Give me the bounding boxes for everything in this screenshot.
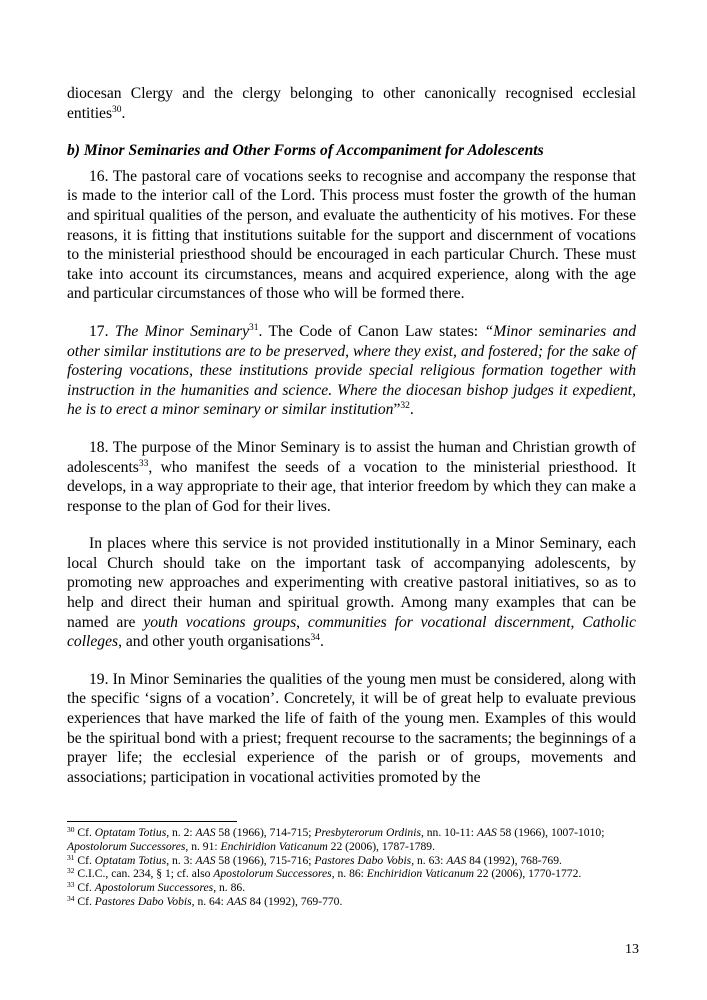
separator: ,: [296, 613, 308, 631]
footnote-31: [67, 854, 642, 868]
places-end: .: [320, 633, 324, 651]
main-text: [67, 84, 636, 787]
fn-title: AAS: [195, 826, 216, 839]
paragraph-places: [67, 534, 636, 652]
fn-text: 84 (1992), 768-769.: [466, 853, 562, 867]
fn-title: Pastores Dabo Vobis: [94, 894, 192, 908]
fn-text: 22 (2006), 1770-1772.: [474, 867, 582, 881]
para17-title: The Minor Seminary: [114, 322, 249, 340]
fn-title: Apostolorum Successores: [213, 867, 332, 881]
fn-text: , n. 86:: [331, 867, 367, 881]
fn-title: AAS: [195, 853, 216, 867]
fn-text: Cf.: [74, 826, 95, 839]
footnote-number: 32: [67, 866, 75, 876]
footnote-number: 33: [67, 880, 75, 890]
fn-text: Cf.: [74, 894, 95, 908]
footnote-32: [67, 867, 642, 881]
footnote-number: 30: [67, 825, 75, 834]
fn-text: nn. 10-11:: [423, 826, 477, 839]
intro-text: diocesan Clergy and the clergy belonging to other canonically recognised ecclesial entities: [67, 85, 636, 122]
footnote-33: [67, 881, 642, 895]
paragraph-17: [67, 322, 636, 420]
footnotes: [67, 826, 642, 909]
fn-text: 22 (2006), 1787-1789.: [327, 839, 435, 853]
separator: ,: [570, 613, 583, 631]
fn-title: Pastores Dabo Vobis,: [314, 853, 415, 867]
fn-text: n. 3:: [169, 853, 196, 867]
fn-title: AAS: [226, 894, 247, 908]
fn-title: Optatam Totius,: [94, 826, 170, 839]
section-heading: b) Minor Seminaries and Other Forms of Accompaniment for Adolescents: [67, 142, 544, 160]
para17-text: . The Code of Canon Law states:: [258, 322, 485, 340]
fn-title: Apostolorum Successores: [94, 881, 214, 895]
example-catholic-colleges: Catholic colleges: [67, 613, 637, 651]
para17-number: 17.: [89, 322, 115, 340]
footnote-separator: [67, 821, 237, 822]
fn-text: 58 (1966), 715-716;: [215, 853, 315, 867]
canon-law-quote: “Minor seminaries and other similar institutions are to be preserved, where they exist, and fostered; for the sake of fostering vocations, these institutions provide special religious formation together with instruction in the humanities and science. Where the diocesan bishop judges it expedient, he is to erect a minor seminary or similar institution: [67, 322, 636, 419]
footnote-30: [67, 826, 642, 854]
paragraph-16: 16. The pastoral care of vocations seeks to recognise and accompany the response that is made to the interior call of the Lord. This process must foster the growth of the human and spiritual qualities of the person, and evaluate the authenticity of his motives. For these reasons, it is fitting that institutions suitable for the support and discernment of vocations to the ministerial priesthood should be encouraged in each particular Church. These must take into account its circumstances, means and acquired experience, along with the age and particular circumstances of those who will be formed there.: [67, 167, 636, 303]
fn-text: C.I.C., can. 234, § 1; cf. also: [74, 867, 214, 881]
paragraph-18: [67, 438, 636, 516]
fn-text: n. 63:: [414, 853, 447, 867]
fn-title: Optatam Totius,: [94, 853, 170, 867]
para18-text-1: 18. The purpose of the Minor Seminary is to assist the human and Christian growth of adolescents: [67, 438, 636, 476]
footnote-ref-34[interactable]: 34: [310, 633, 321, 644]
fn-text: 58 (1966), 714-715;: [215, 826, 315, 839]
fn-text: n. 2:: [169, 826, 196, 839]
fn-text: , n. 91:: [185, 839, 221, 853]
para18-text-2: , who manifest the seeds of a vocation to the ministerial priesthood. It develops, in a way appropriate to their age, that interior freedom by which they can make a response to the plan of God for their lives.: [67, 458, 636, 515]
footnote-34: [67, 895, 642, 909]
intro-end: .: [121, 104, 126, 122]
footnote-number: 34: [67, 893, 75, 903]
fn-title: Enchiridion Vaticanum: [366, 867, 475, 881]
fn-text: , n. 64:: [191, 894, 227, 908]
fn-title: AAS: [476, 826, 497, 839]
footnote-ref-33[interactable]: 33: [138, 458, 149, 469]
footnote-number: 31: [67, 852, 75, 862]
quote-close: ”: [393, 401, 401, 419]
fn-text: 84 (1992), 769-770.: [246, 894, 343, 908]
fn-text: Cf.: [74, 853, 95, 867]
places-text-1: In places where this service is not provided institutionally in a Minor Seminary, each local Church should take on the important task of accompanying adolescents, by promoting new approaches and experimenting with creative pastoral initiatives, so as to help and direct their human and spiritual growth. Among many examples that can be named are: [67, 535, 636, 631]
footnote-ref-30[interactable]: 30: [112, 104, 122, 115]
places-text-2: , and other youth organisations: [118, 633, 311, 651]
fn-title: Presbyterorum Ordinis,: [314, 826, 424, 839]
para17-end: .: [409, 401, 414, 419]
fn-text: Cf.: [74, 881, 95, 895]
fn-text: 58 (1966), 1007-1010;: [496, 826, 605, 839]
intro-paragraph: [67, 84, 636, 123]
paragraph-19: 19. In Minor Seminaries the qualities of the young men must be considered, along with the specific ‘signs of a vocation’. Concretely, it will be of great help to evaluate previous experiences that have marked the life of faith of the young men. Examples of this would be the spiritual bond with a priest; frequent recourse to the sacraments; the beginnings of a prayer life; the ecclesial experience of the parish or of groups, movements and associations; participation in vocational activities promoted by the: [67, 670, 636, 786]
footnote-ref-32[interactable]: 32: [400, 401, 410, 412]
fn-title: Apostolorum Successores: [67, 839, 186, 853]
fn-title: Enchiridion Vaticanum: [220, 839, 328, 853]
fn-title: AAS: [446, 853, 467, 867]
example-youth-vocations-groups: youth vocations groups: [143, 613, 297, 631]
page-number: 13: [625, 942, 639, 957]
example-communities: communities for vocational discernment: [307, 613, 571, 631]
footnote-ref-31[interactable]: 31: [249, 322, 259, 333]
fn-text: , n. 86.: [213, 881, 246, 895]
